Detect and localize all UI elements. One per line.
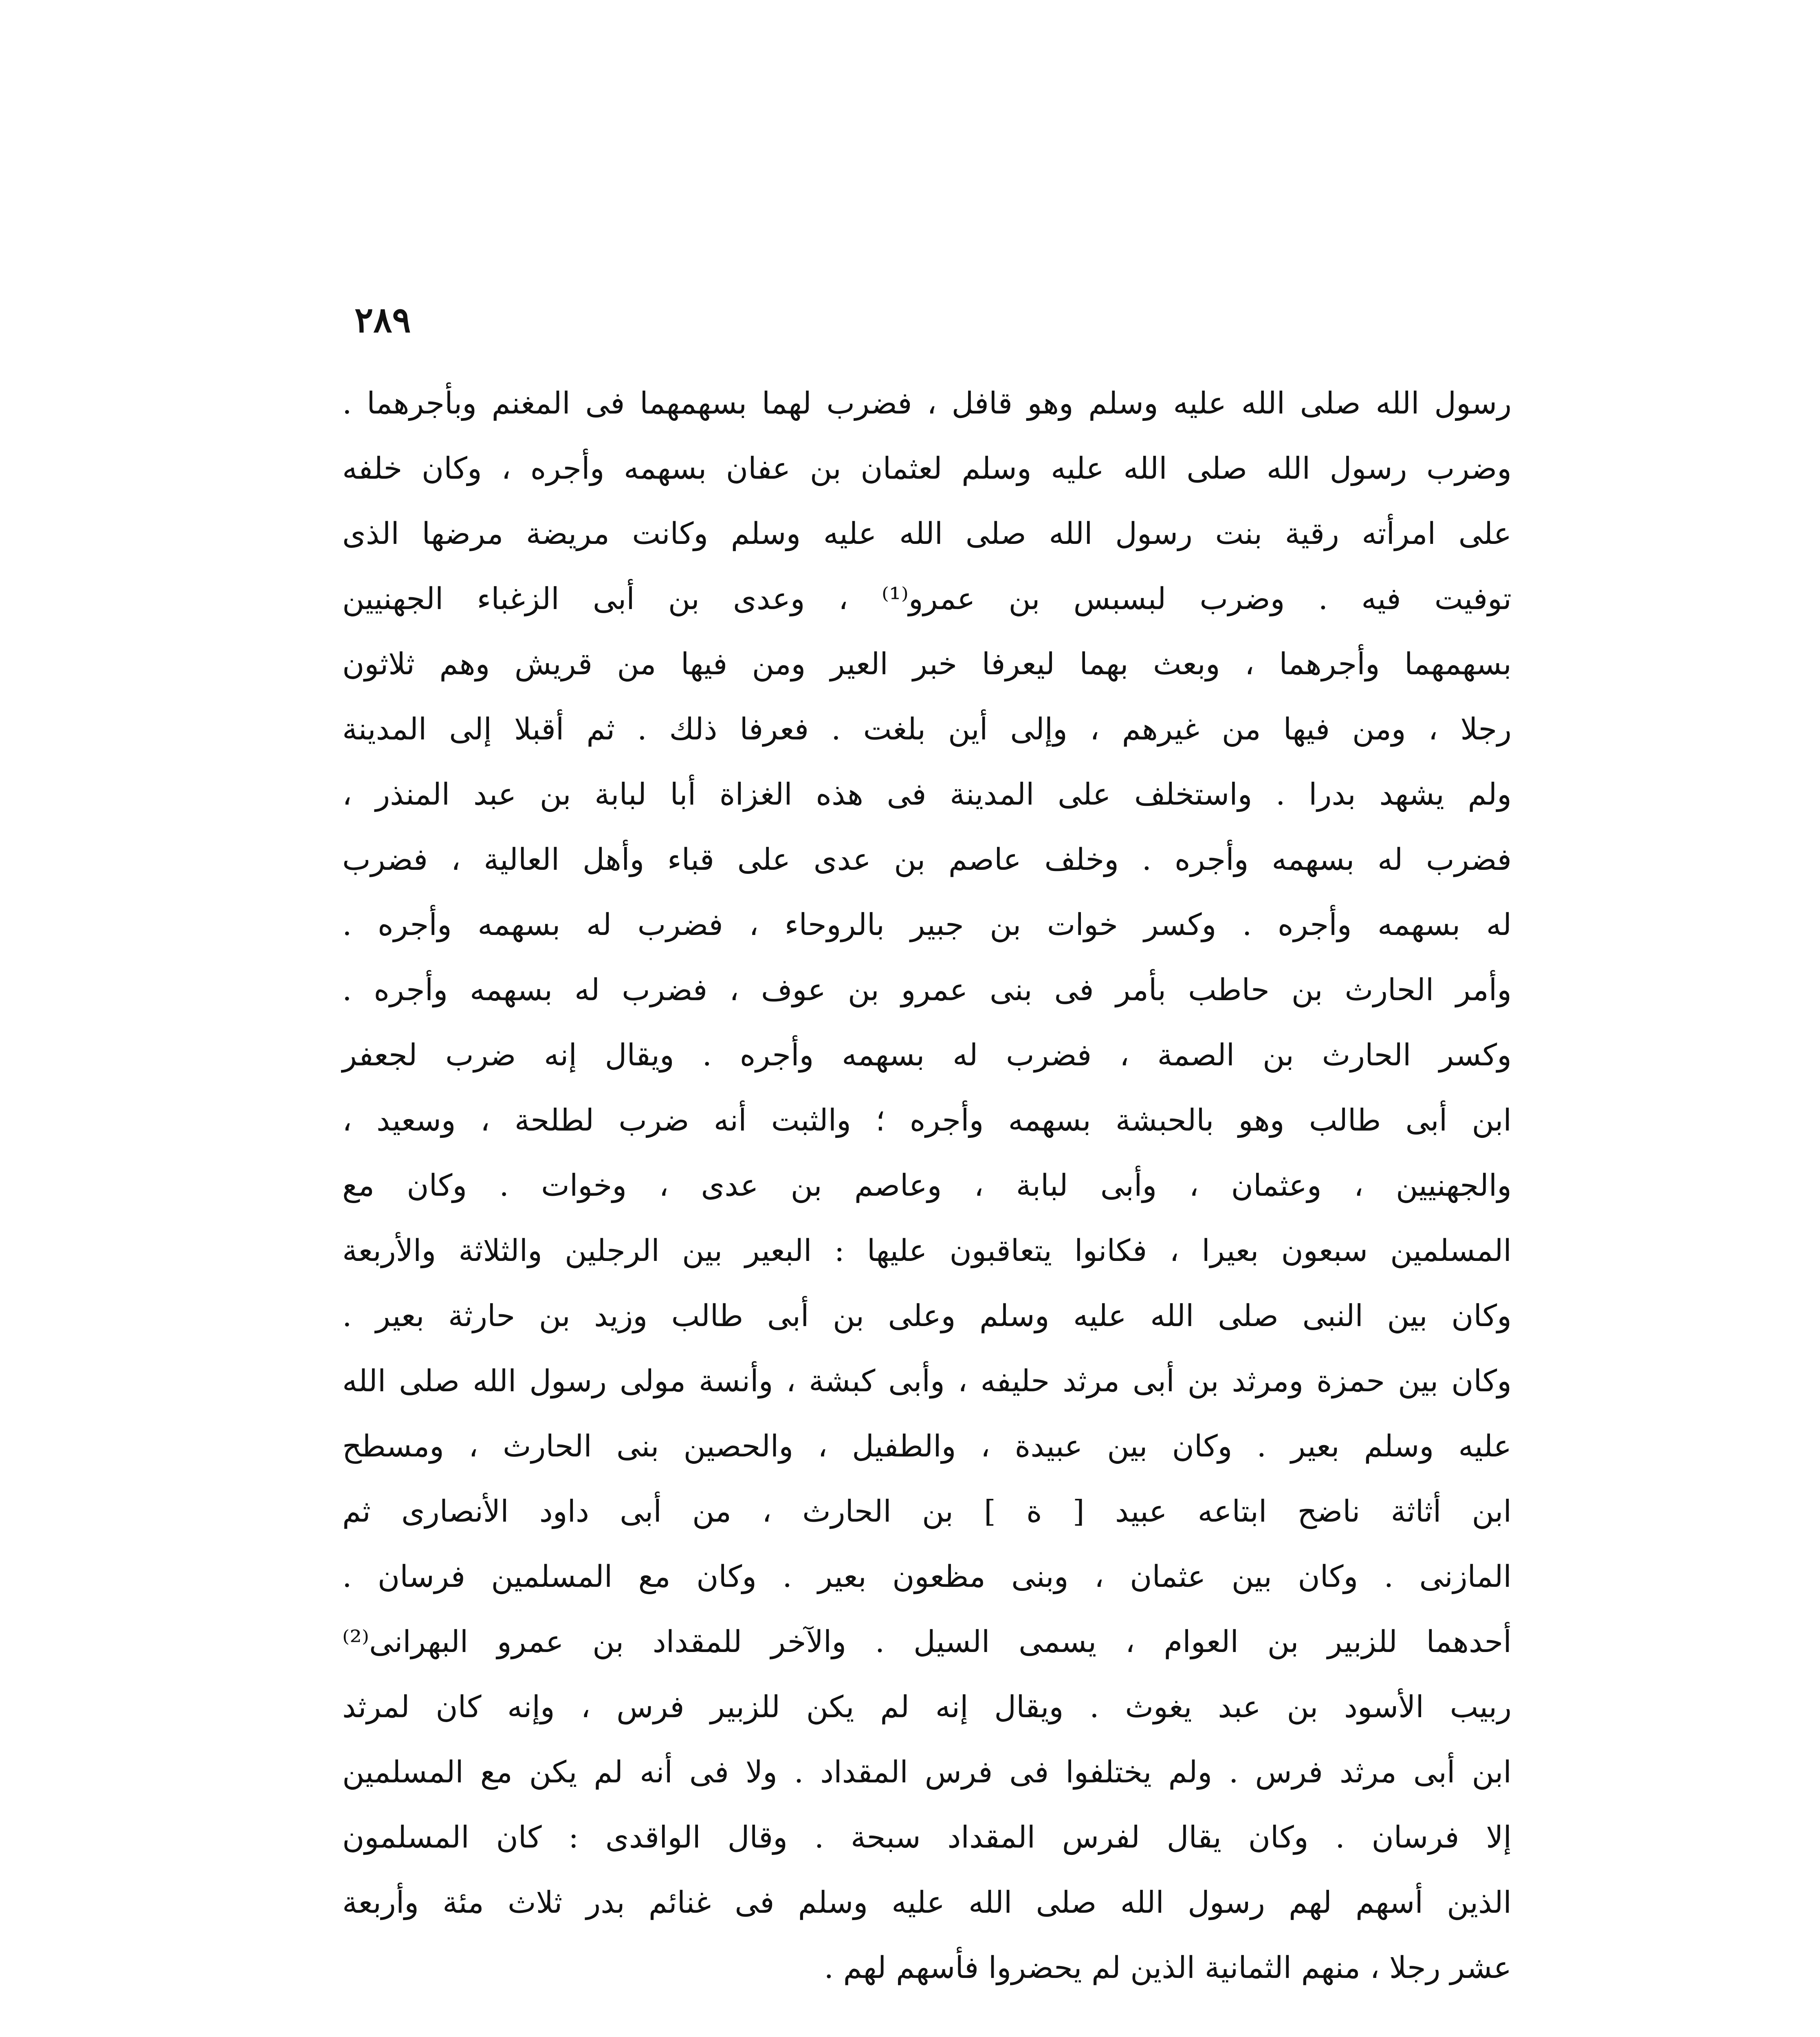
- text-line: المازنى . وكان بين عثمان ، وبنى مظعون بعير . وكان مع المسلمين فرسان .: [342, 1559, 1512, 1594]
- text-line: عشر رجلا ، منهم الثمانية الذين لم يحضروا فأسهم لهم .: [824, 1950, 1512, 1985]
- text-line: وكسر الحارث بن الصمة ، فضرب له بسهمه وأجره . ويقال إنه ضرب لجعفر: [342, 1038, 1512, 1073]
- text-line: رسول الله صلى الله عليه وسلم وهو قافل ، فضرب لهما بسهمهما فى المغنم وبأجرهما .: [342, 386, 1512, 421]
- text-line: المسلمين سبعون بعيرا ، فكانوا يتعاقبون عليها : البعير بين الرجلين والثلاثة والأربعة: [342, 1233, 1512, 1268]
- text-line: أحدهما للزبير بن العوام ، يسمى السيل . والآخر للمقداد بن عمرو البهرانى⁽²⁾: [342, 1624, 1512, 1659]
- text-line: فضرب له بسهمه وأجره . وخلف عاصم بن عدى على قباء وأهل العالية ، فضرب: [342, 842, 1512, 877]
- text-line: عليه وسلم بعير . وكان بين عبيدة ، والطفيل ، والحصين بنى الحارث ، ومسطح: [342, 1429, 1512, 1464]
- text-line: ولم يشهد بدرا . واستخلف على المدينة فى هذه الغزاة أبا لبابة بن عبد المنذر ،: [342, 777, 1512, 812]
- text-line: وأمر الحارث بن حاطب بأمر فى بنى عمرو بن عوف ، فضرب له بسهمه وأجره .: [342, 972, 1512, 1008]
- text-line: وضرب رسول الله صلى الله عليه وسلم لعثمان بن عفان بسهمه وأجره ، وكان خلفه: [342, 451, 1512, 486]
- text-line: له بسهمه وأجره . وكسر خوات بن جبير بالروحاء ، فضرب له بسهمه وأجره .: [342, 907, 1512, 942]
- text-line: على امرأته رقية بنت رسول الله صلى الله عليه وسلم وكانت مريضة مرضها الذى: [342, 516, 1512, 551]
- text-line: إلا فرسان . وكان يقال لفرس المقداد سبحة . وقال الواقدى : كان المسلمون: [342, 1820, 1512, 1855]
- page-number: ٢٨٩: [354, 299, 411, 341]
- text-line: ابن أبى طالب وهو بالحبشة بسهمه وأجره ؛ والثبت أنه ضرب لطلحة ، وسعيد ،: [342, 1103, 1512, 1138]
- text-line: ابن أثاثة ناضح ابتاعه عبيد [ ة ] بن الحارث ، من أبى داود الأنصارى ثم: [342, 1494, 1512, 1529]
- text-line: والجهنيين ، وعثمان ، وأبى لبابة ، وعاصم بن عدى ، وخوات . وكان مع: [342, 1168, 1512, 1203]
- text-line: وكان بين حمزة ومرثد بن أبى مرثد حليفه ، وأبى كبشة ، وأنسة مولى رسول الله صلى الله: [342, 1364, 1512, 1399]
- text-line: بسهمهما وأجرهما ، وبعث بهما ليعرفا خبر العير ومن فيها من قريش وهم ثلاثون: [342, 647, 1512, 682]
- text-line: ابن أبى مرثد فرس . ولم يختلفوا فى فرس المقداد . ولا فى أنه لم يكن مع المسلمين: [342, 1755, 1512, 1790]
- text-line: رجلا ، ومن فيها من غيرهم ، وإلى أين بلغت . فعرفا ذلك . ثم أقبلا إلى المدينة: [342, 712, 1512, 747]
- text-line: وكان بين النبى صلى الله عليه وسلم وعلى بن أبى طالب وزيد بن حارثة بعير .: [342, 1298, 1512, 1333]
- text-line: الذين أسهم لهم رسول الله صلى الله عليه وسلم فى غنائم بدر ثلاث مئة وأربعة: [342, 1885, 1512, 1920]
- text-line: توفيت فيه . وضرب لبسبس بن عمرو⁽¹⁾ ، وعدى بن أبى الزغباء الجهنيين: [342, 581, 1512, 616]
- text-line: ربيب الأسود بن عبد يغوث . ويقال إنه لم يكن للزبير فرس ، وإنه كان لمرثد: [342, 1689, 1512, 1725]
